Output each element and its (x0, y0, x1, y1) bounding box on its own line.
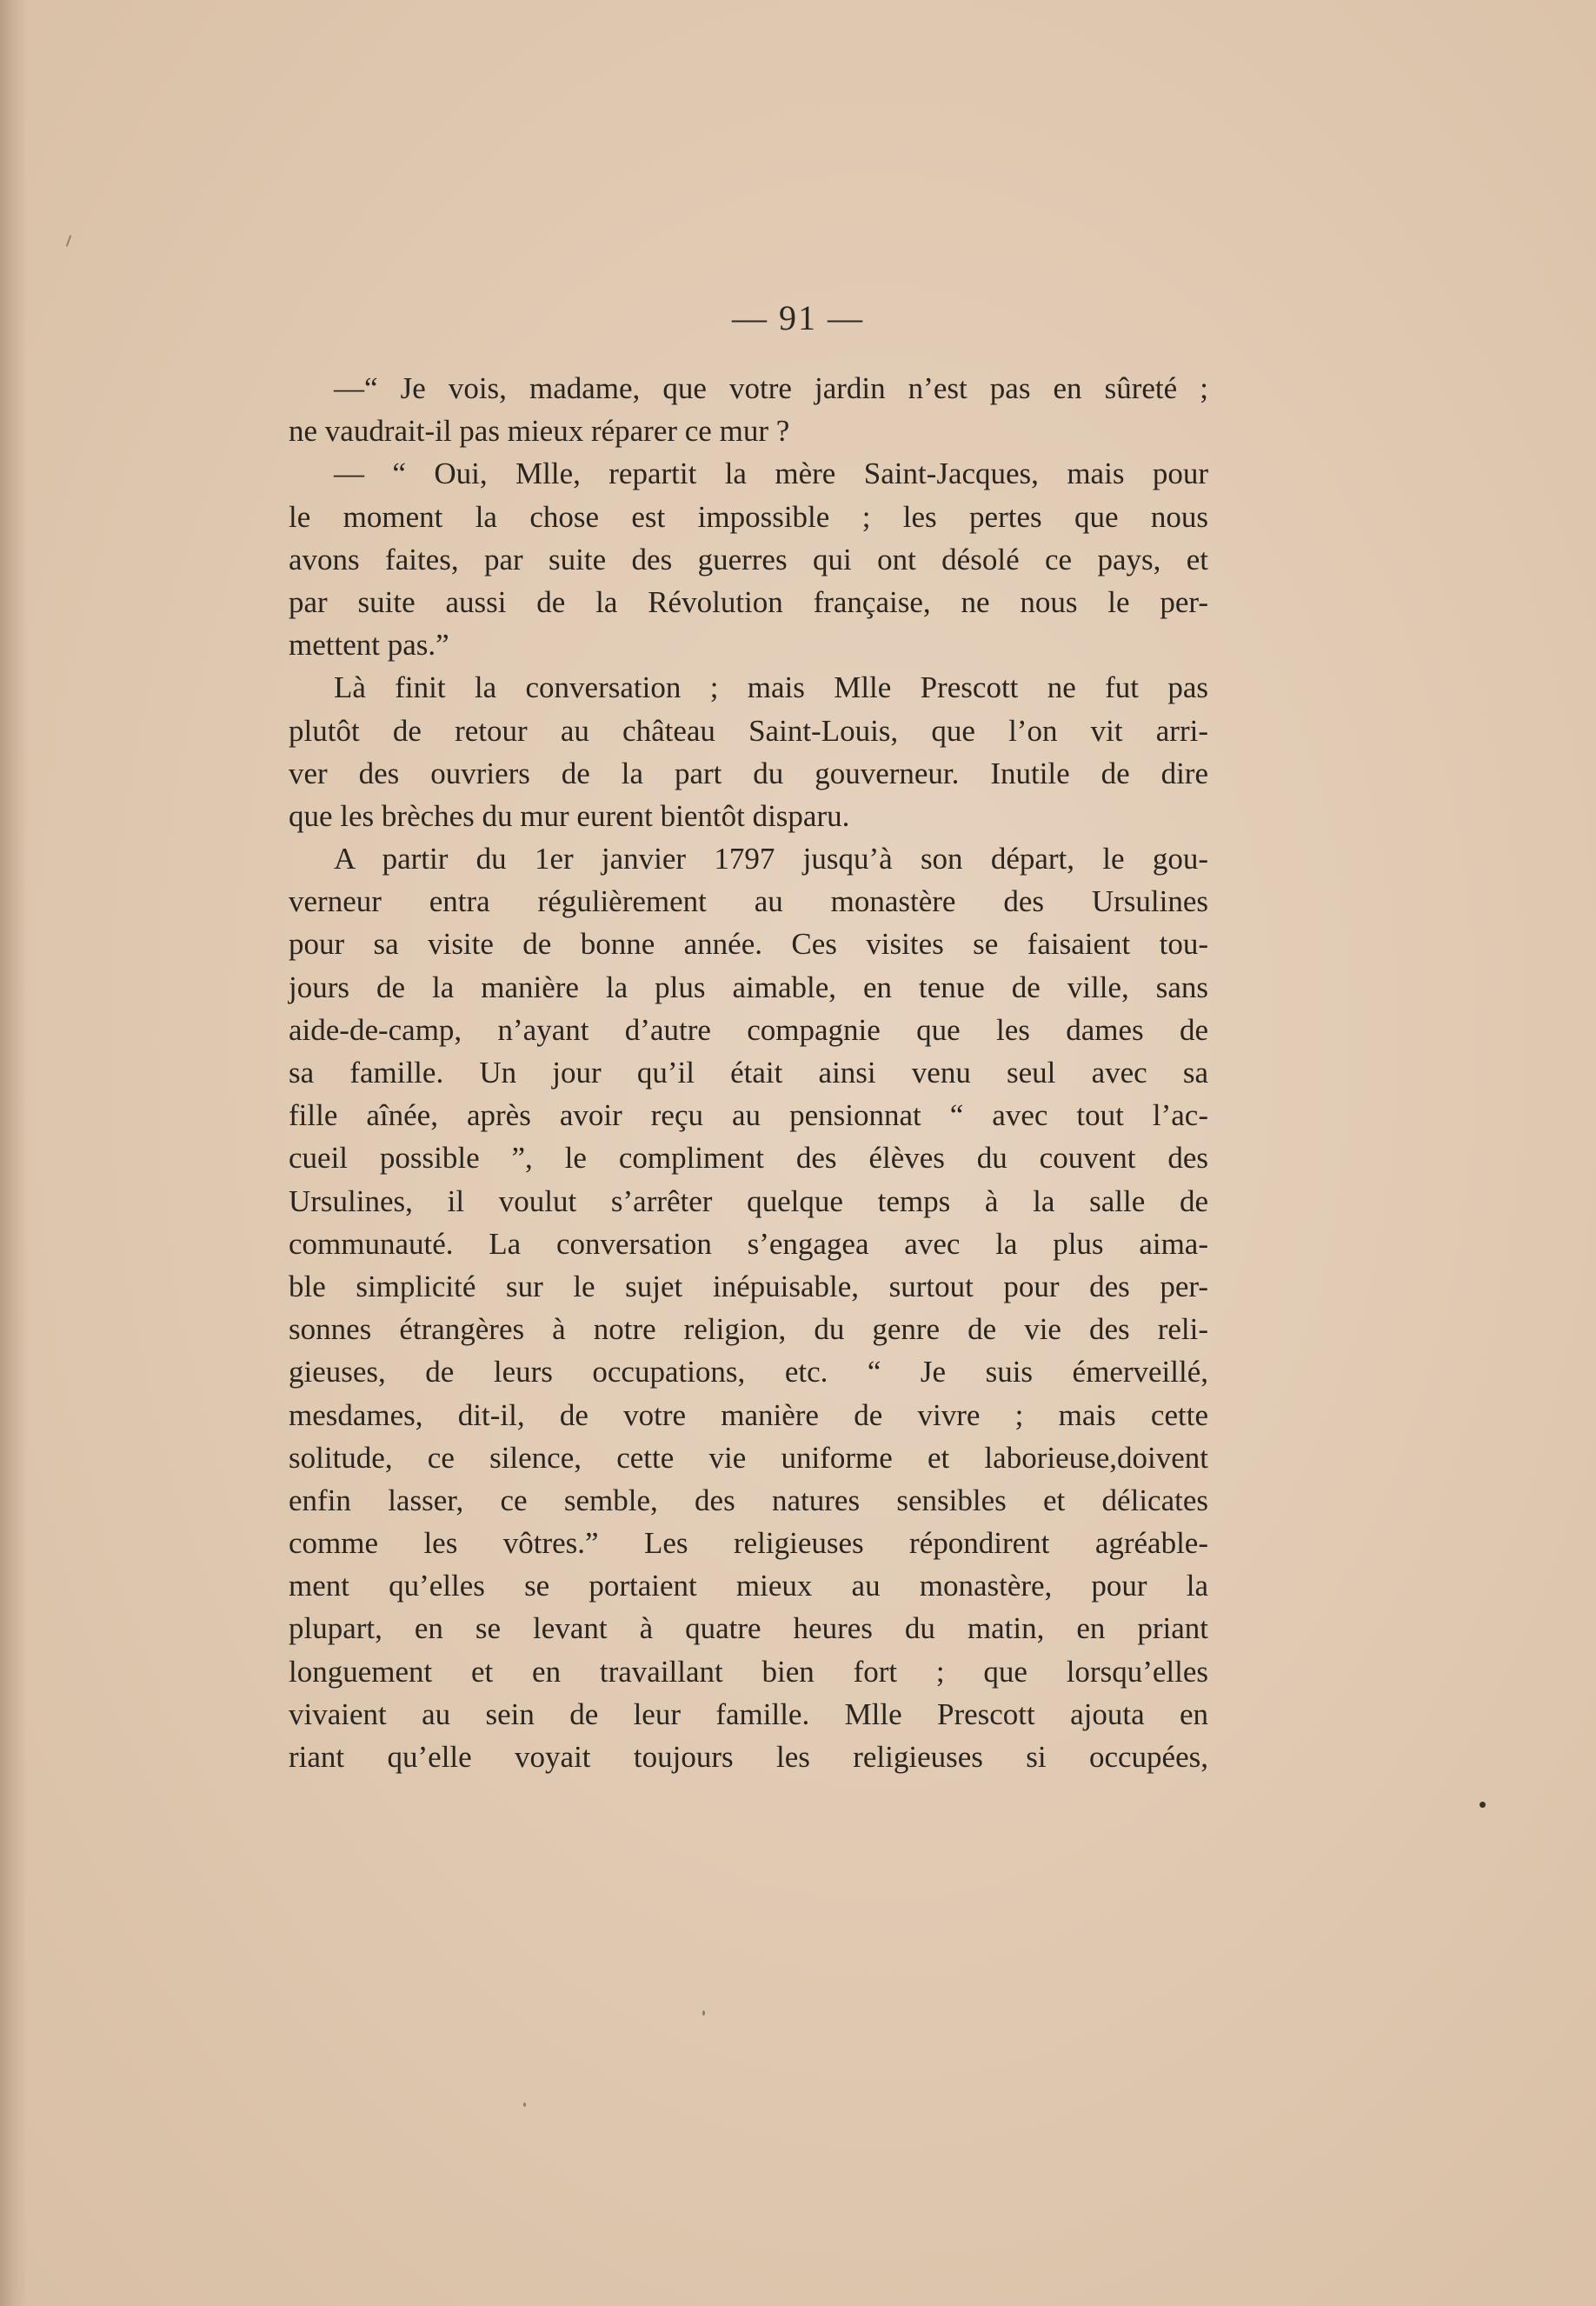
text-line: sa famille. Un jour qu’il était ainsi venu seul avec sa (289, 1056, 1208, 1090)
text-line: ver des ouvriers de la part du gouverneur. Inutile de dire (289, 756, 1208, 790)
text-line: par suite aussi de la Révolution française, ne nous le per- (289, 584, 1208, 619)
text-line: gieuses, de leurs occupations, etc. “ Je suis émerveillé, (289, 1355, 1208, 1390)
text-line: ment qu’elles se portaient mieux au monastère, pour la (289, 1569, 1208, 1603)
text-line: Ursulines, il voulut s’arrêter quelque temps à la salle de (289, 1183, 1208, 1218)
text-line: plutôt de retour au château Saint-Louis, que l’on vit arri- (289, 713, 1208, 748)
paper-speck (66, 235, 72, 247)
text-line: ne vaudrait-il pas mieux réparer ce mur ? (289, 414, 790, 449)
text-line: verneur entra régulièrement au monastère des Ursulines (289, 884, 1208, 919)
text-line: sonnes étrangères à notre religion, du genre de vie des reli- (289, 1312, 1208, 1347)
text-line: longuement et en travaillant bien fort ; que lorsqu’elles (289, 1654, 1208, 1689)
text-line: —“ Je vois, madame, que votre jardin n’est pas en sûreté ; (334, 371, 1208, 405)
text-line: mettent pas.” (289, 628, 449, 663)
text-line: riant qu’elle voyait toujours les religieuses si occupées, (289, 1740, 1208, 1774)
paper-speck (702, 2010, 705, 2016)
text-line: pour sa visite de bonne année. Ces visites se faisaient tou- (289, 927, 1208, 962)
text-line: solitude, ce silence, cette vie uniforme et laborieuse,doivent (289, 1440, 1208, 1475)
text-line: ble simplicité sur le sujet inépuisable, surtout pour des per- (289, 1269, 1208, 1303)
paper-speck (523, 2103, 526, 2107)
text-line: comme les vôtres.” Les religieuses répondirent agréable- (289, 1526, 1208, 1561)
paper-speck (1480, 1802, 1486, 1808)
text-line: communauté. La conversation s’engagea avec la plus aima- (289, 1226, 1208, 1261)
text-line: aide-de-camp, n’ayant d’autre compagnie que les dames de (289, 1012, 1208, 1047)
text-line: avons faites, par suite des guerres qui ont désolé ce pays, et (289, 542, 1208, 576)
text-line: vivaient au sein de leur famille. Mlle Prescott ajouta en (289, 1696, 1208, 1731)
text-line: — “ Oui, Mlle, repartit la mère Saint-Jacques, mais pour (334, 457, 1208, 491)
text-line: cueil possible ”, le compliment des élèves du couvent des (289, 1141, 1208, 1176)
page-number: — 91 — (732, 298, 864, 337)
body-text (289, 367, 1208, 1778)
text-line: jours de la manière la plus aimable, en tenue de ville, sans (289, 970, 1208, 1004)
text-line: plupart, en se levant à quatre heures du matin, en priant (289, 1611, 1208, 1646)
text-line: Là finit la conversation ; mais Mlle Prescott ne fut pas (334, 670, 1208, 705)
text-line: mesdames, dit-il, de votre manière de vivre ; mais cette (289, 1397, 1208, 1432)
text-line: le moment la chose est impossible ; les pertes que nous (289, 499, 1208, 534)
text-line: fille aînée, après avoir reçu au pensionnat “ avec tout l’ac- (289, 1098, 1208, 1133)
text-line: que les brèches du mur eurent bientôt disparu. (289, 798, 850, 833)
text-line: A partir du 1er janvier 1797 jusqu’à son départ, le gou- (334, 842, 1208, 876)
text-line: enfin lasser, ce semble, des natures sensibles et délicates (289, 1483, 1208, 1517)
page-binding-edge (0, 0, 28, 2306)
